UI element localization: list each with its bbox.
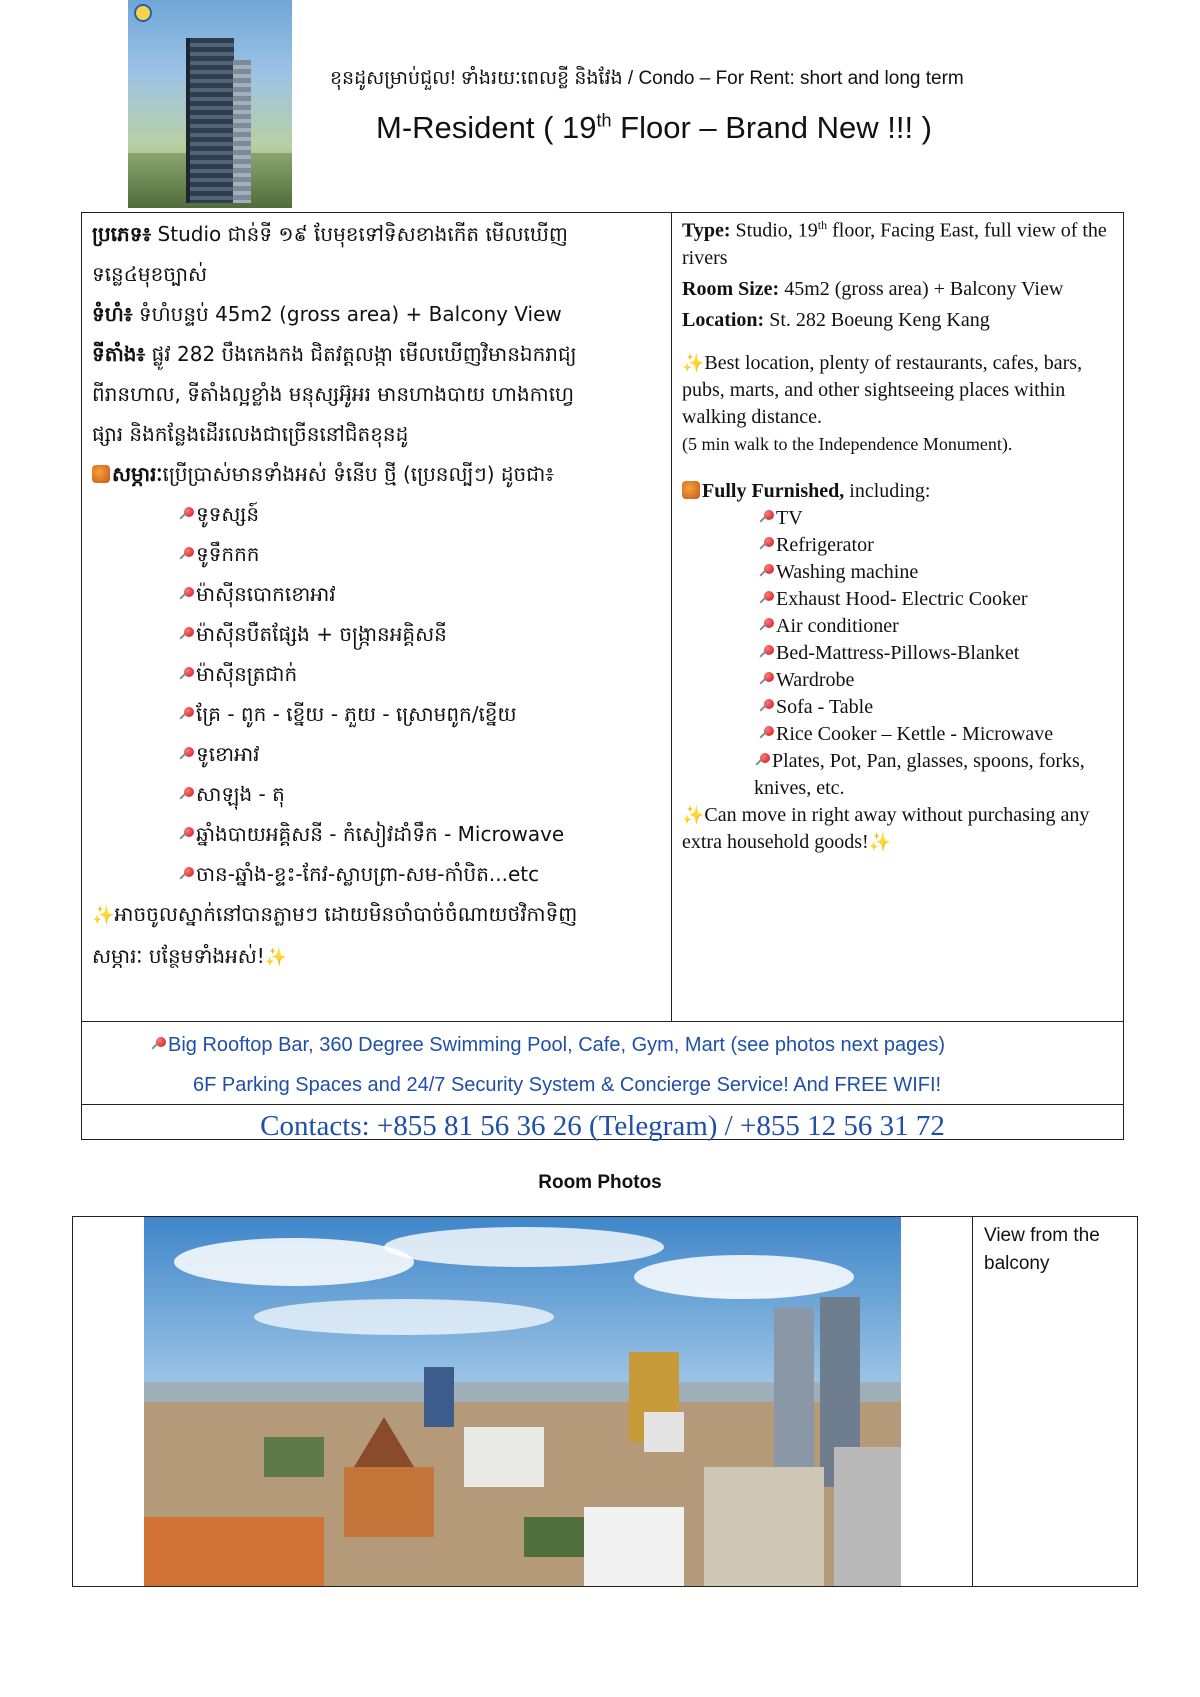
amenities-line-2: 6F Parking Spaces and 24/7 Security System & Concierge Service! And FREE WIFI! [193,1074,942,1096]
sparkle-icon: ✨ [92,905,115,926]
list-item: ឆ្នាំងបាយអគ្គិសនី - កំសៀវដាំទឹក - Microwave [92,814,664,854]
sparkle-icon: ✨ [682,804,705,825]
khmer-furnish-line: សម្ភារៈប្រើប្រាស់មានទាំងអស់ ទំនើប ថ្មី (ប្រេនល្បីៗ) ដូចជា៖ [92,454,664,494]
list-item: Bed-Mattress-Pillows-Blanket [682,640,1114,667]
gift-icon [92,465,110,483]
pushpin-icon [758,618,774,634]
english-furnished-line: Fully Furnished, including: [682,478,1114,505]
page-subtitle: ខុនដូសម្រាប់ជួល! ទាំងរយៈពេលខ្លី និងវែង / Condo – For Rent: short and long term [330,68,964,89]
column-divider [972,1216,973,1587]
sparkle-icon: ✨ [868,831,892,852]
list-item: ទូទឹកកក [92,534,664,574]
page-title: M-Resident ( 19th Floor – Brand New !!! ) [376,110,932,145]
pushpin-icon [178,627,194,643]
photos-title: Room Photos [538,1172,662,1193]
english-move-in-line: ✨Can move in right away without purchasing any extra household goods!✨ [682,803,1090,853]
contacts: Contacts: +855 81 56 36 26 (Telegram) / +855 12 56 31 72 [260,1110,945,1142]
khmer-location-line-3: ផ្សារ និងកន្លែងដើរលេងជាច្រើននៅជិតខុនដូ [92,422,409,446]
khmer-type-line: ប្រភេទ៖ Studio ជាន់ទី ១៩ បែមុខទៅទិសខាងកើត មើលឃើញ [92,222,568,246]
building-image [128,0,292,208]
list-item: ទូខោអាវ [92,734,664,774]
list-item: សាឡុង - តុ [92,774,664,814]
english-location-line: Location: St. 282 Boeung Keng Kang [682,308,990,331]
list-item: Washing machine [682,559,1114,586]
khmer-type-line-2: ទន្លេ៤មុខច្បាស់ [92,262,208,286]
pushpin-icon [758,672,774,688]
pushpin-icon [758,591,774,607]
khmer-size-line: ទំហំ៖ ទំហំបន្ទប់ 45m2 (gross area) + Balcony View [92,302,562,326]
english-size-line: Room Size: 45m2 (gross area) + Balcony View [682,277,1064,300]
list-item: Exhaust Hood- Electric Cooker [682,586,1114,613]
pushpin-icon [758,645,774,661]
khmer-location-line: ទីតាំង៖ ផ្លូវ 282 បឹងកេងកង ជិតវត្តលង្កា មើលឃើញវិមានឯករាជ្យ [92,342,577,366]
list-item: ចាន-ឆ្នាំង-ខ្ទះ-កែវ-ស្លាបព្រា-សម-កាំបិត...etc [92,854,664,894]
pushpin-icon [178,507,194,523]
khmer-move-in-line: ✨អាចចូលស្នាក់នៅបានភ្លាមៗ ដោយមិនចាំបាច់ចំណាយថវិកាទិញ [92,902,578,926]
list-item: Wardrobe [682,667,1114,694]
pushpin-icon [178,667,194,683]
pushpin-icon [178,747,194,763]
english-note: (5 min walk to the Independence Monument). [682,433,1013,454]
list-item: ម៉ាស៊ីនបឺតផ្សែង + ចង្រ្កានអគ្គិសនី [92,614,664,654]
pushpin-icon [758,564,774,580]
list-item: Rice Cooker – Kettle - Microwave [682,721,1114,748]
list-item: ទូទស្សន៍ [92,494,664,534]
pushpin-icon [178,787,194,803]
pushpin-icon [178,707,194,723]
list-item: Air conditioner [682,613,1114,640]
pushpin-icon [758,726,774,742]
photo-caption: View from the balcony [984,1225,1100,1274]
khmer-location-line-2: ពីរានហាល, ទីតាំងល្អខ្លាំង មនុស្សអ៊ូអរ មានហាងបាយ ហាងកាហ្វេ [92,382,575,406]
pushpin-icon [150,1037,166,1053]
list-item: Plates, Pot, Pan, glasses, spoons, forks, knives, etc. [754,749,1085,799]
pushpin-icon [758,537,774,553]
khmer-description [92,214,664,978]
amenities-line-1: Big Rooftop Bar, 360 Degree Swimming Pool, Cafe, Gym, Mart (see photos next pages) [150,1025,1090,1065]
list-item: ម៉ាស៊ីនត្រជាក់ [92,654,664,694]
sparkle-icon: ✨ [682,352,705,373]
gift-icon [682,481,700,499]
column-divider [671,212,672,1022]
list-item: Sofa - Table [682,694,1114,721]
pushpin-icon [758,699,774,715]
list-item: ម៉ាស៊ីនបោកខោអាវ [92,574,664,614]
amenities [150,1025,1090,1105]
list-item: TV [682,505,1114,532]
english-description [682,212,1114,856]
english-type-line: Type: Studio, 19th floor, Facing East, full view of the rivers [682,218,1107,269]
pushpin-icon [758,510,774,526]
english-best-location: ✨Best location, plenty of restaurants, cafes, bars, pubs, marts, and other sightseeing places within walking distance. [682,351,1083,428]
logo-icon [134,4,152,22]
pushpin-icon [178,827,194,843]
row-divider [81,1021,1124,1022]
balcony-view-photo [144,1217,901,1586]
list-item: គ្រែ - ពូក - ខ្នើយ - ភួយ - ស្រោមពូក/ខ្នើយ [92,694,664,734]
pushpin-icon [178,547,194,563]
pushpin-icon [178,587,194,603]
pushpin-icon [178,867,194,883]
list-item: Refrigerator [682,532,1114,559]
sparkle-icon: ✨ [264,947,288,968]
khmer-move-in-line-2: សម្ភារៈ បន្ថែមទាំងអស់!✨ [92,944,288,968]
pushpin-icon [754,753,770,769]
